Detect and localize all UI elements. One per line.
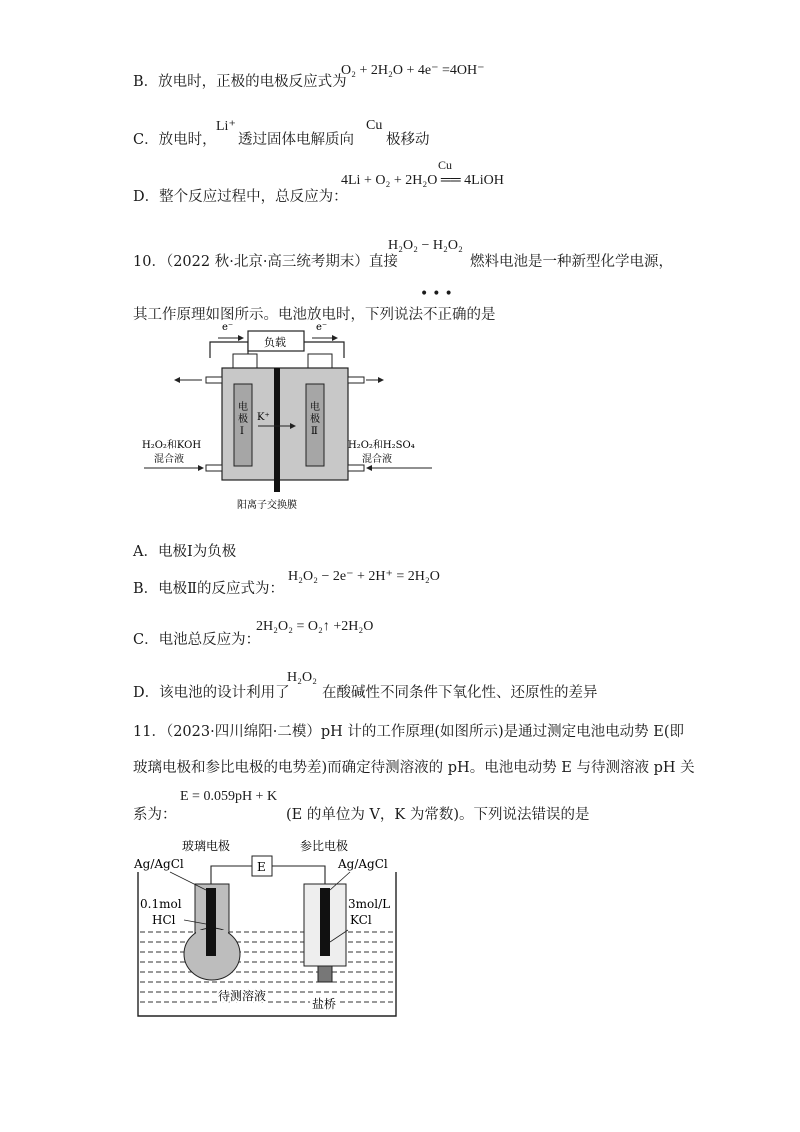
q9-option-d-text: D．整个反应过程中，总反应为： [133,189,348,205]
q10-stem-1: 10．（2022 秋·北京·高三统考期末）直接 [133,254,398,270]
q11-stem-3a: 系为： [133,807,177,823]
q9-option-d-catalyst: Cu [438,158,453,172]
meter-label: E [257,860,266,874]
q9-option-b [133,70,347,91]
q11-stem-2: 玻璃电极和参比电极的电势差)而确定待测溶液的 pH。电池电动势 E 与待测溶液 pH 关 [133,760,695,776]
right-feed-label-2: 混合液 [362,454,392,465]
ion-label: K⁺ [257,412,270,423]
q9-option-c [133,128,217,149]
q10-formula: H₂O₂ − H₂O₂ [388,238,463,253]
hcl-conc-label: 0.1mol [140,897,182,911]
reference-electrode-wire [320,888,330,956]
q11-ph-meter-diagram [130,834,410,1024]
agcl-right-label: Ag/AgCl [338,857,388,871]
q10-emphasis: 不正确 [423,307,467,323]
q10-fuel-cell-diagram [140,318,440,518]
q10-option-d-text-2: 在酸碱性不同条件下氧化性、还原性的差异 [322,685,598,701]
salt-bridge-label: 盐桥 [312,997,337,1011]
q10-option-c-formula: 2H₂O₂ = O₂↑ +2H₂O [256,619,374,634]
q9-option-c-text-3: 极移动 [386,132,430,148]
right-feed-label-1: H₂O₂和H₂SO₄ [348,440,415,451]
q10-stem-4: 的是 [466,307,496,323]
q10-option-c-text: C．电池总反应为： [133,632,261,648]
glass-electrode-wire [206,888,216,956]
q10-option-a: A．电极Ⅰ为负极 [133,544,237,560]
solution-label: 待测溶液 [218,989,267,1003]
glass-electrode-label: 玻璃电极 [182,839,231,853]
q9-option-c-text-2: 透过固体电解质向 [238,132,354,148]
q10-option-b-formula: H₂O₂ − 2e⁻ + 2H⁺ = 2H₂O [288,569,440,584]
electron-right-label: e⁻ [316,322,328,333]
electrode-2-label: 电极 Ⅱ [310,402,320,437]
kcl-label: KCl [350,913,372,927]
membrane-label: 阳离子交换膜 [237,500,297,511]
electrode-2-plate [306,384,324,466]
membrane [274,368,280,492]
q11-stem-1: 11．（2023·四川绵阳·二模）pH 计的工作原理(如图所示)是通过测定电池电动势 E(即 [133,724,685,740]
q9-option-c-text-1: C．放电时， [133,132,217,148]
q11-formula: E = 0.059pH + K [180,789,278,804]
kcl-conc-label: 3mol/L [348,897,391,911]
q10-option-d-formula: H₂O₂ [287,670,317,685]
q11-stem-3b: (E 的单位为 V，K 为常数)。下列说法错误的是 [286,807,590,823]
agcl-left-label: Ag/AgCl [134,857,184,871]
electrode-1-plate [234,384,252,466]
solution-lines [140,932,394,1002]
q10-emphasis-dots: ••• [420,286,457,302]
q9-option-d-formula: 4Li + O₂ + 2H₂O ══ 4LiOH [341,173,504,188]
q10-stem-2: 燃料电池是一种新型化学电源， [470,254,673,270]
q9-option-c-metal: Cu [366,118,383,133]
q9-option-c-ion: Li⁺ [216,119,236,134]
q9-option-b-text: B．放电时，正极的电极反应式为 [133,74,347,90]
electrode-1-label: 电极 Ⅰ [238,402,248,437]
q10-stem-3: 其工作原理如图所示。电池放电时，下列说法 [133,307,423,323]
q10-option-d-text-1: D．该电池的设计利用了 [133,685,290,701]
q10-option-b-text: B．电极Ⅱ的反应式为： [133,581,285,597]
load-label: 负载 [264,336,286,349]
salt-bridge-plug [318,966,332,982]
q9-option-b-formula: O₂ + 2H₂O + 4e⁻ =4OH⁻ [341,63,485,78]
q9-option-d [133,185,348,206]
hcl-label: HCl [152,913,176,927]
electron-left-label: e⁻ [222,322,234,333]
left-feed-label-1: H₂O₂和KOH [142,440,202,451]
reference-electrode-label: 参比电极 [300,839,349,853]
left-feed-label-2: 混合液 [154,454,184,465]
